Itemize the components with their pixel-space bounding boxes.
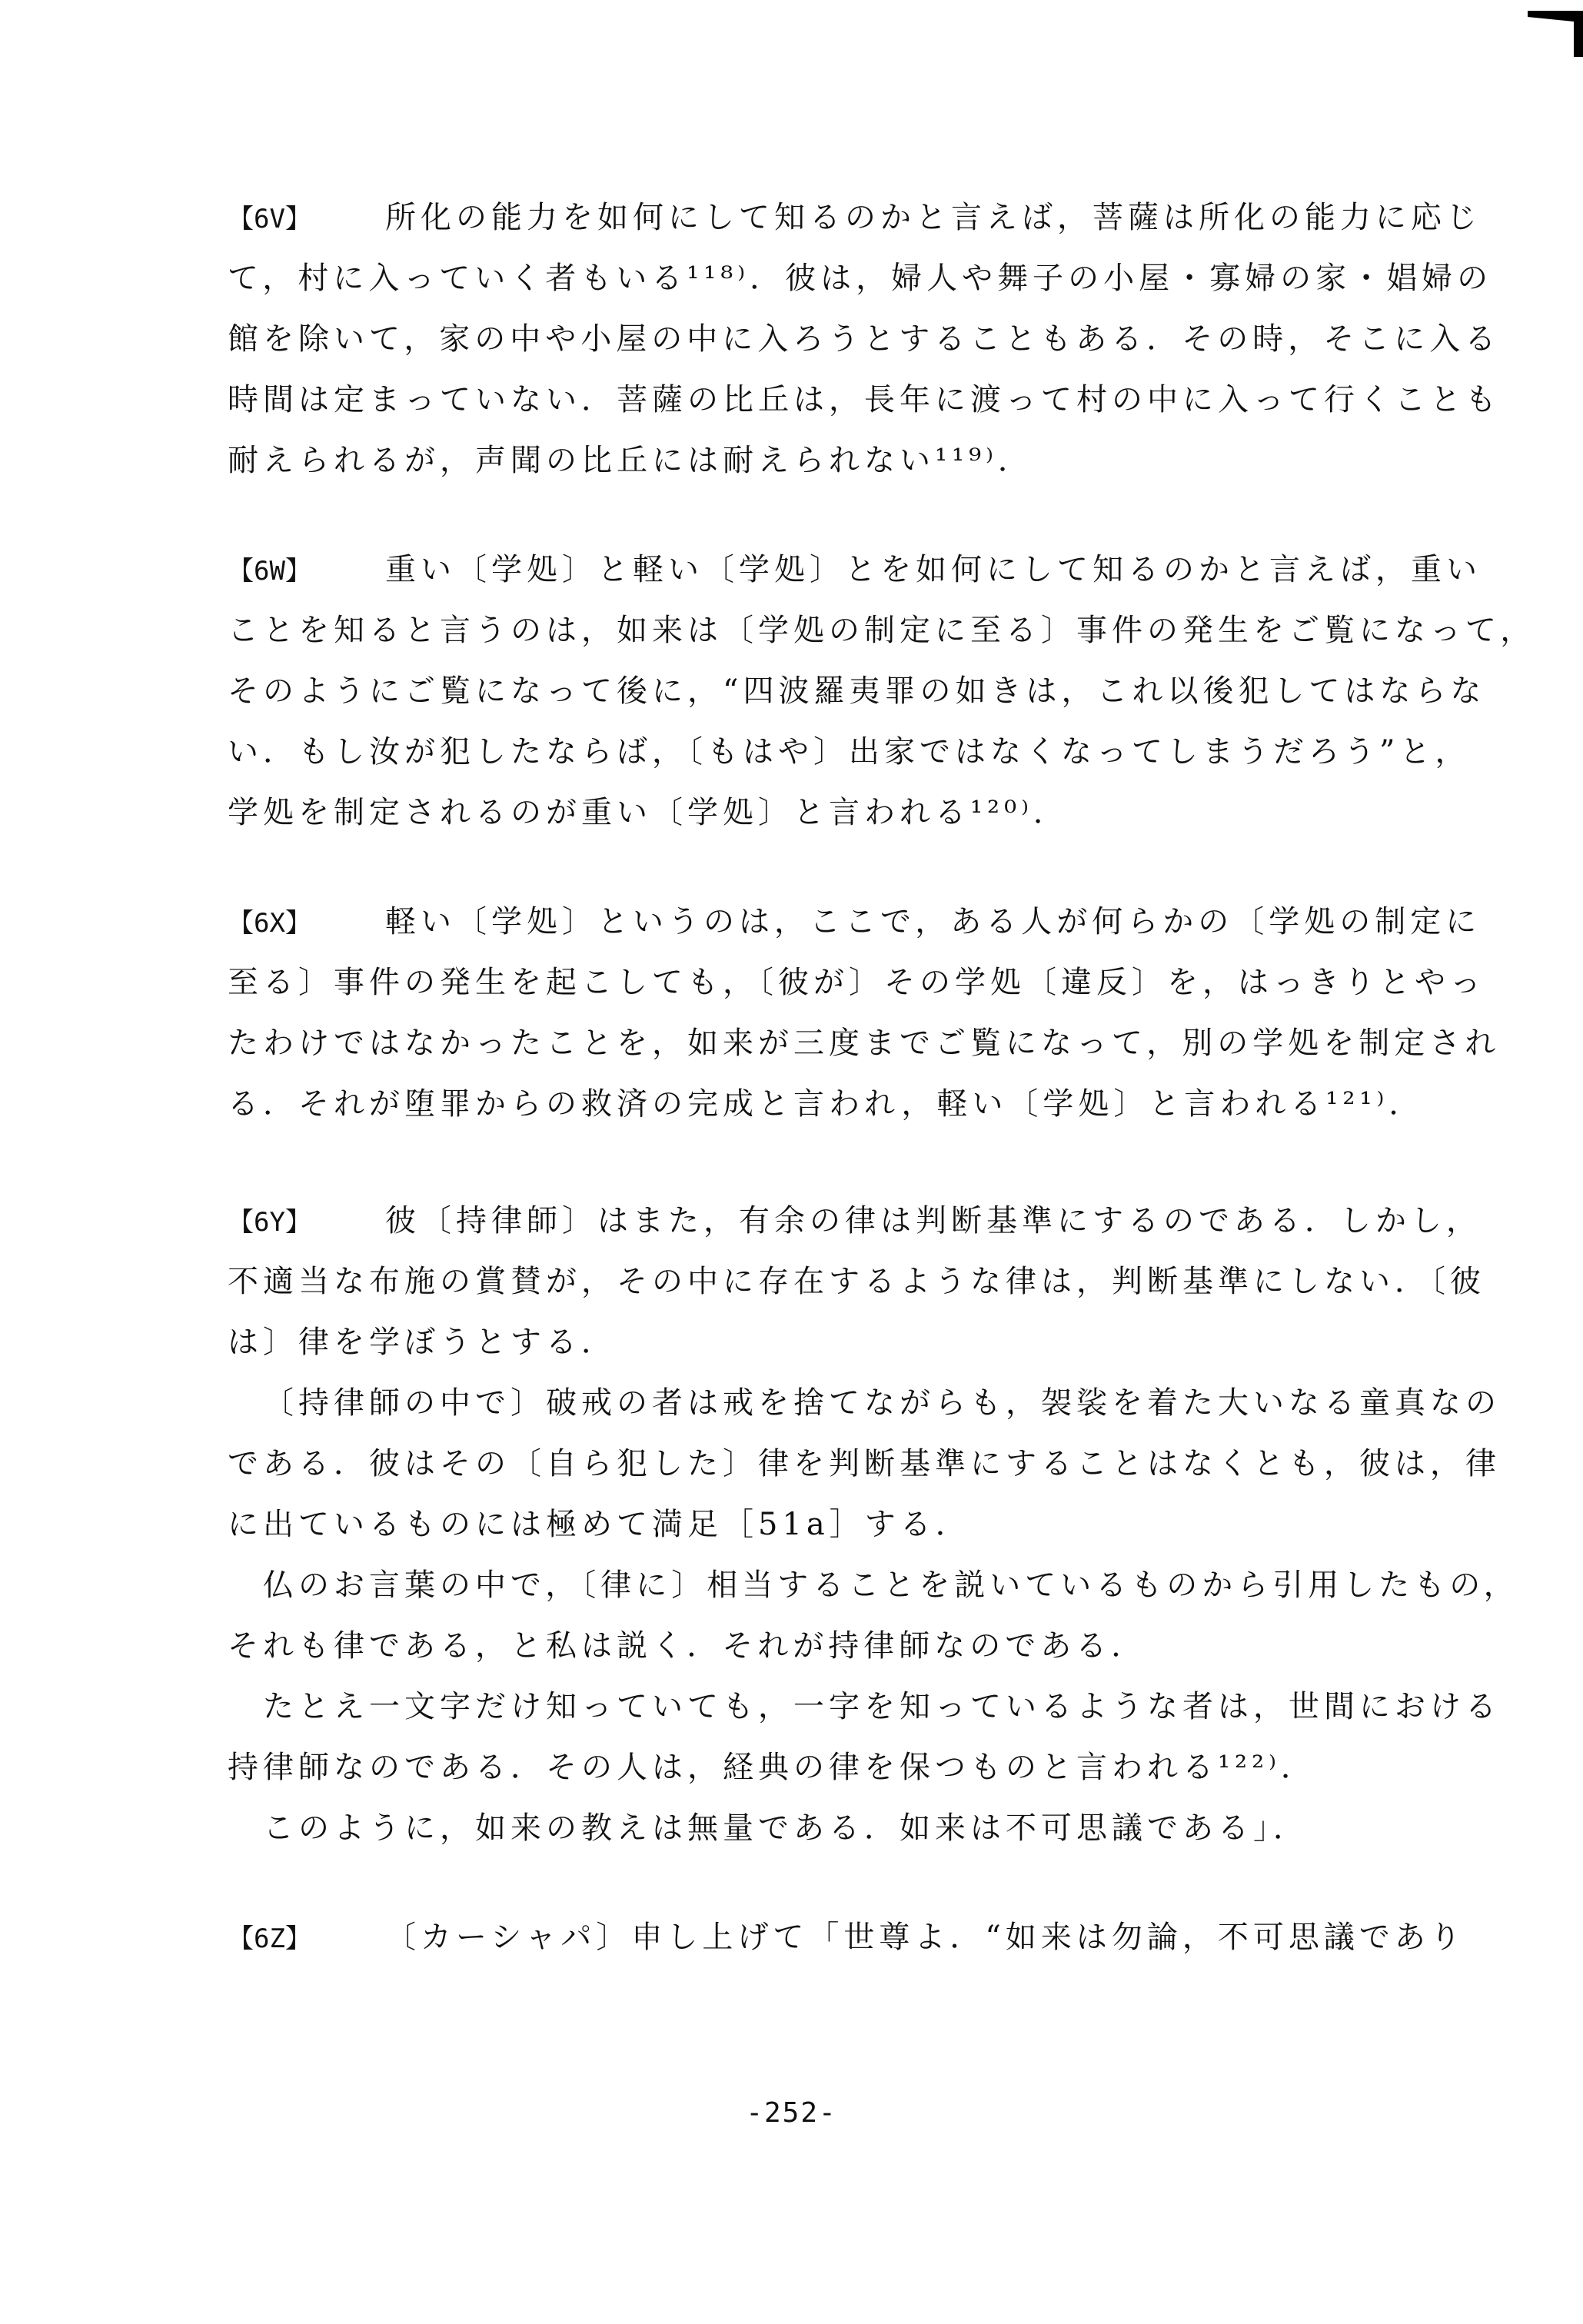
line-6x-2: 至る〕事件の発生を起こしても，〔彼が〕その学処〔違反〕を，はっきりとやっ: [228, 965, 1485, 1000]
line-6y-5: である．彼はその〔自ら犯した〕律を判断基準にすることはなくとも，彼は，律: [228, 1446, 1501, 1481]
paragraph-label-6w: 【6W】: [228, 556, 311, 587]
line-6y-10: 持律師なのである．その人は，経典の律を保つものと言われる¹²²⁾．: [228, 1750, 1316, 1785]
line-6x-1: 【6X】 軽い〔学処〕というのは，ここで，ある人が何らかの〔学処の制定に: [228, 900, 1481, 945]
page-number: -252-: [746, 2097, 837, 2129]
line-6v-5: 耐えられるが，声聞の比丘には耐えられない¹¹⁹⁾．: [228, 443, 1033, 478]
line-6v-1: 【6V】 所化の能力を如何にして知るのかと言えば，菩薩は所化の能力に応じ: [228, 196, 1482, 241]
line-6y-7: 仏のお言葉の中で，〔律に〕相当することを説いているものから引用したもの，: [263, 1568, 1519, 1603]
line-6y-4: 〔持律師の中で〕破戒の者は戒を捨てながらも，袈裟を着た大いなる童真なの: [263, 1385, 1501, 1421]
line-6w-4: い．もし汝が犯したならば，〔もはや〕出家ではなくなってしまうだろう”と，: [228, 734, 1471, 770]
line-6z-1: 【6Z】 〔カーシャパ〕申し上げて「世尊よ．“如来は勿論，不可思議であり: [228, 1916, 1465, 1960]
line-6v-4: 時間は定まっていない．菩薩の比丘は，長年に渡って村の中に入って行くことも: [228, 382, 1501, 417]
line-6y-2: 不適当な布施の賞賛が，その中に存在するような律は，判断基準にしない．〔彼: [228, 1264, 1485, 1299]
paragraph-label-6z: 【6Z】: [228, 1923, 311, 1954]
line-6y-9: たとえ一文字だけ知っていても，一字を知っているような者は，世間における: [263, 1689, 1501, 1724]
line-6y-11: このように，如来の教えは無量である．如来は不可思議である」．: [263, 1810, 1309, 1846]
line-6w-2: ことを知ると言うのは，如来は〔学処の制定に至る〕事件の発生をご覧になって，: [228, 613, 1536, 648]
paragraph-label-6v: 【6V】: [228, 204, 311, 234]
line-6w-1: 【6W】 重い〔学処〕と軽い〔学処〕とを如何にして知るのかと言えば，重い: [228, 548, 1482, 593]
line-6y-8: それも律である，と私は説く．それが持律師なのである．: [228, 1628, 1147, 1664]
paragraph-label-6y: 【6Y】: [228, 1207, 311, 1238]
paragraph-label-6x: 【6X】: [228, 908, 311, 939]
line-6w-3: そのようにご覧になって後に，“四波羅夷罪の如きは，これ以後犯してはならな: [228, 673, 1486, 709]
line-6v-2: て，村に入っていく者もいる¹¹⁸⁾．彼は，婦人や舞子の小屋・寡婦の家・娼婦の: [228, 261, 1493, 296]
line-6x-4: る．それが堕罪からの救済の完成と言われ，軽い〔学処〕と言われる¹²¹⁾．: [228, 1086, 1425, 1122]
line-6y-3: は〕律を学ぼうとする．: [228, 1325, 617, 1360]
line-6y-6: に出ているものには極めて満足［51a］する．: [228, 1507, 971, 1542]
corner-crop-mark: [1528, 11, 1583, 57]
line-6w-5: 学処を制定されるのが重い〔学処〕と言われる¹²⁰⁾．: [228, 795, 1069, 830]
line-6v-3: 館を除いて，家の中や小屋の中に入ろうとすることもある．その時，そこに入る: [228, 321, 1501, 357]
line-6x-3: たわけではなかったことを，如来が三度までご覧になって，別の学処を制定され: [228, 1026, 1501, 1061]
line-6y-1: 【6Y】 彼〔持律師〕はまた，有余の律は判断基準にするのである．しかし，: [228, 1199, 1482, 1244]
